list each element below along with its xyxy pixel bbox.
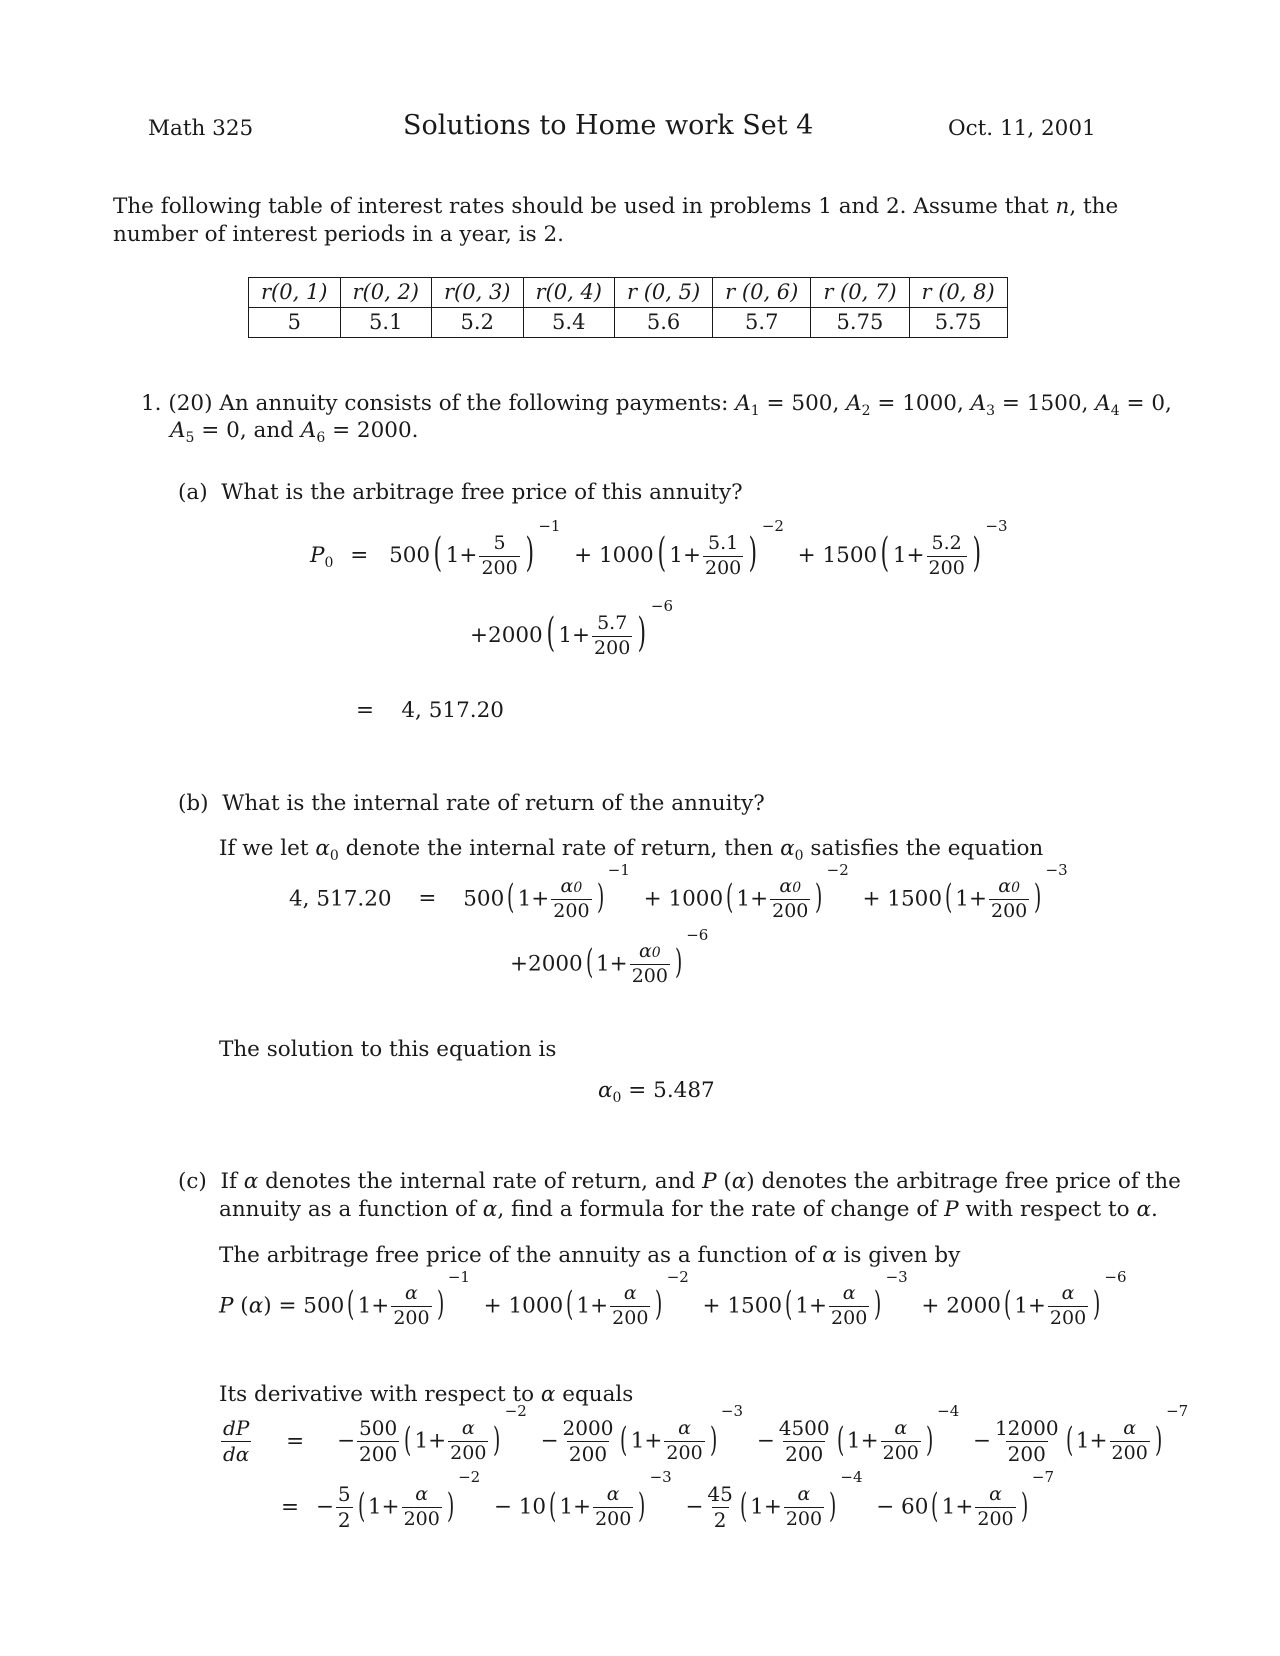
part-b-solution-text: The solution to this equation is (219, 1037, 557, 1062)
rate-value-cell: 5.1 (340, 308, 432, 338)
rate-header-cell: r (0, 5) (615, 278, 713, 308)
part-b-solution-value: $\alpha_0 = 5.487$ (598, 1078, 715, 1106)
rate-value-cell: 5.75 (811, 308, 909, 338)
part-c-question-line-2: annuity as a function of α, find a formula for the rate of change of P with respect to α. (219, 1197, 1158, 1222)
course-label: Math 325 (148, 116, 254, 141)
part-a-question: (a) What is the arbitrage free price of this annuity? (178, 480, 743, 505)
intro-line-2: number of interest periods in a year, is 2. (113, 222, 564, 247)
rate-value-cell: 5.2 (432, 308, 524, 338)
part-a-equation-line-2: +2000( 1+ $\frac{5.7}{200}$ )$^{-6}$ (470, 597, 674, 659)
part-a-result: = 4, 517.20 (356, 698, 504, 723)
interest-rate-table (248, 277, 1008, 338)
intro-line-1: The following table of interest rates should be used in problems 1 and 2. Assume that n, the (113, 194, 1119, 219)
part-c-price-function: P (α) = 500( 1+ $\frac{\alpha}{200}$ )$^{-1}$ + 1000( 1+ $\frac{\alpha}{200}$ )$^{-2}$ + 1500( 1+ $\frac{\alpha}{200}$ )$^{-3}$ + 2000( 1+ $\frac{\alpha}{200}$ )$^{-6}$ (219, 1268, 1127, 1329)
part-b-explanation: If we let $\alpha_0$ denote the internal rate of return, then $\alpha_0$ satisfies the equation (219, 836, 1044, 864)
rate-header-cell: r(0, 1) (249, 278, 341, 308)
rate-header-cell: r(0, 2) (340, 278, 432, 308)
part-c-derivative-line-1: $\frac{dP}{d\alpha}$ = − $\frac{500}{200}$ ( 1+ $\frac{\alpha}{200}$ )$^{-2}$ − $\frac{2000}{200}$ ( 1+ $\frac{\alpha}{200}$ )$^{-3}$ − $\frac{4500}{200}$ ( 1+ $\frac{\alpha}{200}$ )$^{-4}$ − $\frac{12000}{200}$ ( 1+ $\frac{\alpha}{200}$ )$^{-7}$ (223, 1402, 1189, 1466)
part-c-derivative-text: Its derivative with respect to α equals (219, 1382, 634, 1407)
rate-header-cell: r(0, 3) (432, 278, 524, 308)
rate-value-cell: 5 (249, 308, 341, 338)
date-label: Oct. 11, 2001 (948, 116, 1096, 141)
rate-value-cell: 5.75 (909, 308, 1007, 338)
rate-header-cell: r (0, 7) (811, 278, 909, 308)
part-c-intro: The arbitrage free price of the annuity as a function of α is given by (219, 1243, 961, 1268)
rate-header-cell: r (0, 6) (713, 278, 811, 308)
rate-header-cell: r(0, 4) (523, 278, 615, 308)
problem-1-line-1: 1. (20) An annuity consists of the following payments: $A_1 = 500$, $A_2 = 1000$, $A_3 = 1500$, $A_4 = 0$, (141, 391, 1172, 419)
rate-value-cell: 5.7 (713, 308, 811, 338)
rate-header-cell: r (0, 8) (909, 278, 1007, 308)
rate-value-cell: 5.6 (615, 308, 713, 338)
part-b-equation-line-2: +2000( 1+ $\frac{\alpha 0}{200}$ )$^{-6}$ (510, 926, 709, 987)
part-b-question: (b) What is the internal rate of return of the annuity? (178, 791, 765, 816)
problem-1-line-2: $A_5 = 0$, and $A_6 = 2000$. (170, 418, 419, 446)
rate-value-cell: 5.4 (523, 308, 615, 338)
part-a-equation-line-1: $P_0 = 500$( 1+ $\frac{5}{200}$ )$^{-1}$ + 1000( 1+ $\frac{5.1}{200}$ )$^{-2}$ + 1500( 1+ $\frac{5.2}{200}$ )$^{-3}$ (310, 517, 1008, 579)
page-title: Solutions to Home work Set 4 (403, 110, 814, 141)
part-c-derivative-line-2: = − $\frac{5}{2}$ ( 1+ $\frac{\alpha}{200}$ )$^{-2}$ − 10( 1+ $\frac{\alpha}{200}$ )$^{-3}$ − $\frac{45}{2}$ ( 1+ $\frac{\alpha}{200}$ )$^{-4}$ − 60( 1+ $\frac{\alpha}{200}$ )$^{-7}$ (280, 1468, 1055, 1532)
part-b-equation-line-1: 4, 517.20 = 500( 1+ $\frac{\alpha 0}{200}$ )$^{-1}$ + 1000( 1+ $\frac{\alpha 0}{200}$ )$^{-2}$ + 1500( 1+ $\frac{\alpha 0}{200}$ )$^{-3}$ (289, 861, 1068, 922)
part-c-question-line-1: (c) If α denotes the internal rate of return, and P (α) denotes the arbitrage free price of the (178, 1169, 1181, 1194)
